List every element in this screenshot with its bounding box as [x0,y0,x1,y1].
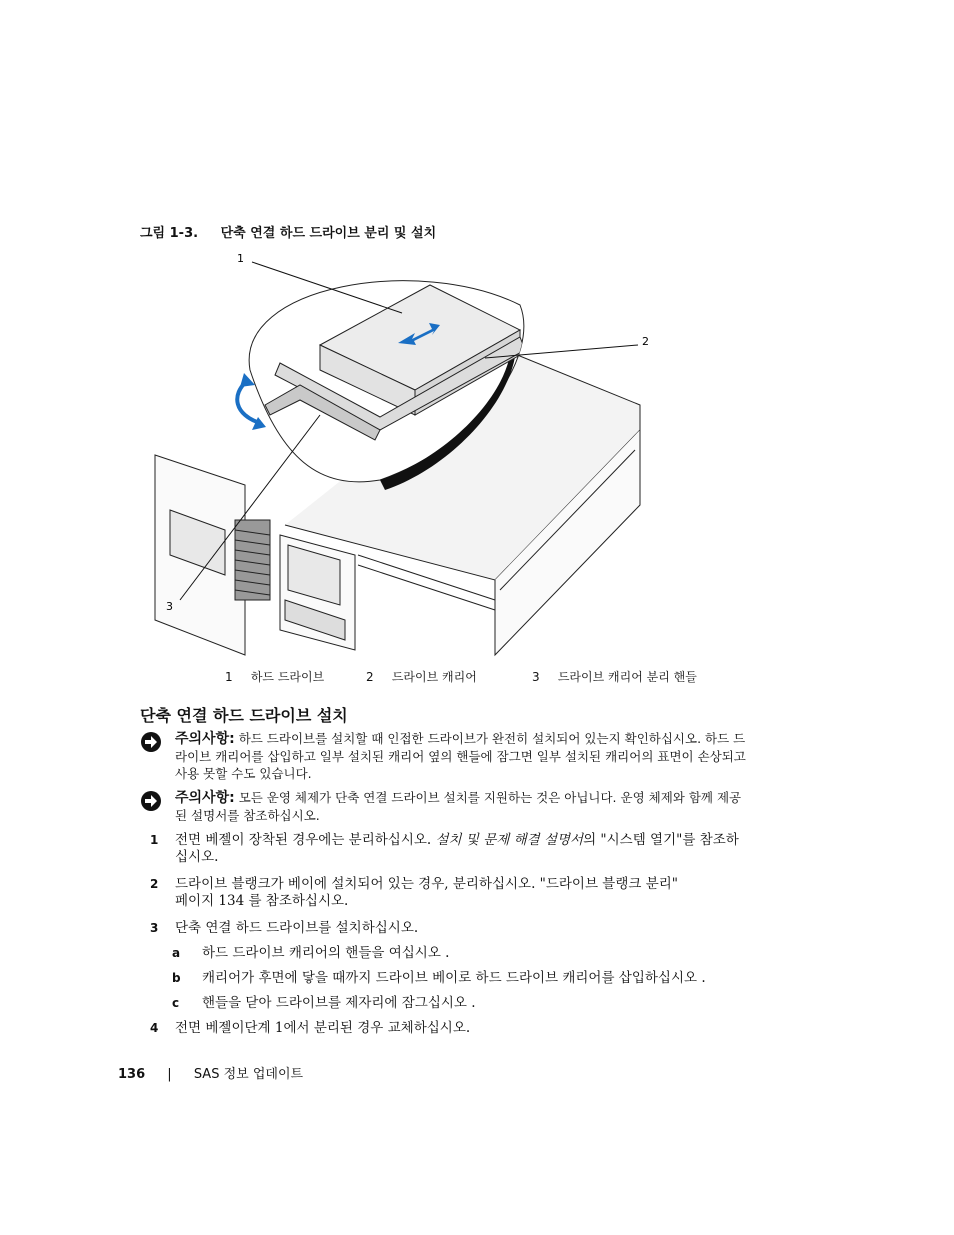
step-text: 의 "시스템 열기"를 참조하 [583,832,739,848]
legend-number: 3 [532,670,540,684]
notice-1 [140,730,820,782]
substep-letter: a [172,946,181,960]
footer-title: SAS 정보 업데이트 [193,1067,304,1082]
legend-label: 드라이브 캐리어 [391,670,477,684]
step-text: 전면 베젤이단계 1에서 분리된 경우 교체하십시오. [175,1020,471,1036]
step-1 [150,832,820,866]
figure-title: 단축 연결 하드 드라이브 분리 및 설치 [220,226,437,241]
page-footer [118,1063,303,1082]
manual-title-link: 설치 및 문제 해결 설명서 [435,832,584,848]
page-number: 136 [118,1067,146,1082]
notice-arrow-icon [140,790,162,812]
notice-text-line: 사용 못할 수도 있습니다. [175,766,312,781]
step-text: 페이지 134 를 참조하십시오. [175,893,349,909]
substep-c [172,995,822,1012]
notice-text-line: 된 설명서를 참조하십시오. [175,808,320,823]
notice-text-line: 모든 운영 체제가 단축 연결 드라이브 설치를 지원하는 것은 아닙니다. 운영 체제와 함께 제공 [238,790,742,805]
notice-label: 주의사항: [175,731,235,747]
footer-separator: | [167,1067,172,1082]
step-3 [150,920,820,937]
legend-item-1 [225,668,324,685]
notice-text-line: 하드 드라이브를 설치할 때 인접한 드라이브가 완전히 설치되어 있는지 확인하십시오. 하드 드 [238,731,746,746]
notice-2 [140,789,820,824]
substep-letter: c [172,996,180,1010]
drive-installation-illustration [140,245,660,670]
figure-number: 그림 1-3. [140,226,199,241]
substep-text: 핸들을 닫아 드라이브를 제자리에 잠그십시오 . [202,995,476,1011]
legend-item-2 [366,668,477,685]
substep-a [172,945,822,962]
step-text: 전면 베젤이 장착된 경우에는 분리하십시오. [175,832,436,848]
step-number: 3 [150,921,159,935]
legend-number: 2 [366,670,374,684]
notice-label: 주의사항: [175,790,235,806]
callout-1-label: 1 [237,252,244,265]
legend-number: 1 [225,670,233,684]
step-text: 십시오. [175,849,219,865]
callout-2-label: 2 [642,335,649,348]
section-title: 단축 연결 하드 드라이브 설치 [140,706,348,725]
step-text: 단축 연결 하드 드라이브를 설치하십시오. [175,920,419,936]
substep-text: 하드 드라이브 캐리어의 핸들을 여십시오 . [202,945,450,961]
substep-b [172,970,822,987]
drive-bays [235,520,270,600]
legend-label: 하드 드라이브 [250,670,325,684]
substep-text: 캐리어가 후면에 닿을 때까지 드라이브 베이로 하드 드라이브 캐리어를 삽입하십시오 . [202,970,706,986]
step-4 [150,1020,820,1037]
notice-arrow-icon [140,731,162,753]
step-number: 2 [150,877,159,891]
step-number: 4 [150,1021,159,1035]
step-number: 1 [150,833,159,847]
notice-text-line: 라이브 캐리어를 삽입하고 일부 설치된 캐리어 옆의 핸들에 잠그면 일부 설치된 캐리어의 표면이 손상되고 [175,749,746,764]
legend-item-3 [532,668,697,685]
legend-label: 드라이브 캐리어 분리 핸들 [557,670,697,684]
step-text: 드라이브 블랭크가 베이에 설치되어 있는 경우, 분리하십시오. "드라이브 블랭크 분리" [175,876,679,892]
figure-caption [140,222,436,241]
substep-letter: b [172,971,181,985]
step-2 [150,876,820,910]
callout-3-label: 3 [166,600,173,613]
